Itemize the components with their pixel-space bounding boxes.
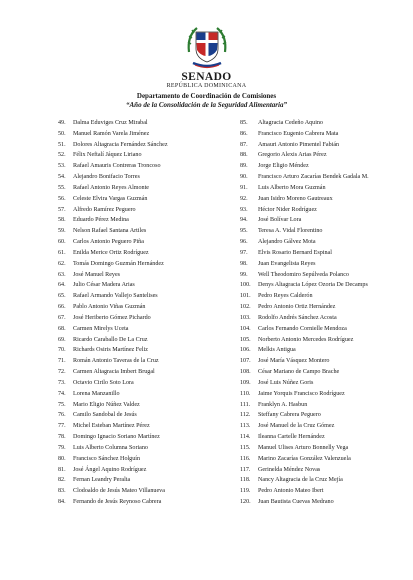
- list-item: [240, 335, 410, 346]
- item-name: Carmen Altagracia Imbert Brugal: [73, 369, 155, 376]
- item-name: Francisco Sánchez Holguín: [73, 455, 141, 462]
- item-name: Juan Evangelista Reyes: [258, 260, 316, 267]
- item-number: 104.: [240, 325, 251, 332]
- list-item: [58, 367, 238, 378]
- item-number: 107.: [240, 358, 251, 365]
- item-number: 92.: [240, 195, 248, 202]
- list-item: [58, 280, 238, 291]
- item-number: 63.: [58, 271, 66, 278]
- list-item: [240, 486, 410, 497]
- item-number: 71.: [58, 358, 66, 365]
- list-item: [240, 443, 410, 454]
- item-name: José Luis Núñez Goris: [258, 379, 314, 386]
- list-item: [240, 475, 410, 486]
- item-number: 111.: [240, 401, 251, 408]
- item-number: 102.: [240, 304, 251, 311]
- list-item: [58, 226, 238, 237]
- item-name: Clodoaldo de Jesús Mateo Villanueva: [73, 488, 165, 495]
- list-item: [58, 345, 238, 356]
- item-name: Rafael Antonio Reyes Almonte: [73, 184, 149, 191]
- item-number: 76.: [58, 412, 66, 419]
- list-item: [58, 400, 238, 411]
- item-number: 65.: [58, 293, 66, 300]
- item-name: José Ángel Aquino Rodríguez: [73, 466, 147, 473]
- item-number: 69.: [58, 336, 66, 343]
- item-name: Félix Neftalí Jáquez Liriano: [73, 152, 142, 159]
- list-item: [240, 270, 410, 281]
- item-name: Well Theodomiro Sepúlveda Polanco: [258, 271, 349, 278]
- list-item: [240, 161, 410, 172]
- list-item: [240, 118, 410, 129]
- item-number: 49.: [58, 120, 66, 126]
- item-name: Octavio Cirilo Soto Lora: [73, 379, 134, 386]
- list-item: [240, 140, 410, 151]
- list-item: [240, 421, 410, 432]
- item-name: Jaime Yorquis Francisco Rodríguez: [258, 390, 345, 397]
- item-name: Denys Altagracia López Ozoria De Decamps: [258, 282, 368, 289]
- item-number: 70.: [58, 347, 66, 354]
- item-number: 91.: [240, 184, 248, 191]
- list-item: [58, 172, 238, 183]
- item-number: 112.: [240, 412, 251, 419]
- item-number: 73.: [58, 379, 66, 386]
- list-item: [240, 432, 410, 443]
- item-name: Luis Alberto Columna Soriano: [73, 444, 148, 451]
- item-name: Melkis Antigua: [258, 347, 296, 354]
- item-number: 67.: [58, 314, 66, 321]
- list-item: [58, 356, 238, 367]
- item-number: 80.: [58, 455, 66, 462]
- item-name: Pedro Antonio Ortiz Hernández: [258, 304, 336, 311]
- item-number: 96.: [240, 239, 248, 246]
- list-item: [240, 324, 410, 335]
- list-item: [240, 183, 410, 194]
- list-item: [58, 378, 238, 389]
- item-name: Elvis Rosario Bernard Espinal: [258, 249, 332, 256]
- item-name: Luis Alberto Mora Guzmán: [258, 184, 326, 191]
- list-item: [58, 205, 238, 216]
- list-item: [58, 410, 238, 421]
- list-item: [58, 475, 238, 486]
- list-item: [240, 280, 410, 291]
- item-name: Enilda Merice Ortiz Rodríguez: [73, 249, 149, 256]
- right-column: [240, 118, 410, 508]
- list-item: [58, 313, 238, 324]
- item-number: 87.: [240, 141, 248, 148]
- item-number: 78.: [58, 434, 66, 441]
- item-number: 103.: [240, 314, 251, 321]
- item-number: 58.: [58, 217, 66, 224]
- list-item: [240, 150, 410, 161]
- item-name: Mario Eligio Núñez Valdez: [73, 401, 140, 408]
- list-item: [240, 248, 410, 259]
- item-number: 109.: [240, 379, 251, 386]
- item-number: 114.: [240, 434, 251, 441]
- item-name: Lorena Manzanillo: [73, 390, 120, 397]
- list-item: [240, 237, 410, 248]
- list-item: [240, 378, 410, 389]
- item-name: Ricardo Caraballo De La Cruz: [73, 336, 148, 343]
- item-number: 68.: [58, 325, 66, 332]
- item-name: Juan Bautista Cuevas Medrano: [258, 498, 334, 505]
- item-number: 64.: [58, 282, 66, 289]
- item-number: 77.: [58, 423, 66, 430]
- item-number: 94.: [240, 217, 248, 224]
- list-item: [240, 410, 410, 421]
- list-item: [58, 497, 238, 508]
- list-item: [58, 237, 238, 248]
- item-name: José María Vásquez Montero: [258, 358, 330, 365]
- item-name: Dalma Eduviges Cruz Mirabal: [73, 120, 148, 126]
- item-number: 98.: [240, 260, 248, 267]
- item-number: 93.: [240, 206, 248, 213]
- item-name: Julio César Madera Arias: [73, 282, 135, 289]
- item-number: 110.: [240, 390, 251, 397]
- item-number: 89.: [240, 163, 248, 170]
- left-column: [58, 118, 238, 508]
- item-number: 86.: [240, 130, 248, 137]
- item-name: César Mariano de Campo Brache: [258, 369, 340, 376]
- logo-text: SENADO: [181, 71, 232, 83]
- item-name: Carlos Antonio Peguero Piña: [73, 239, 144, 246]
- item-number: 95.: [240, 228, 248, 235]
- year-motto: “Año de la Consolidación de la Seguridad Alimentaria”: [126, 100, 287, 109]
- item-number: 74.: [58, 390, 66, 397]
- list-item: [240, 400, 410, 411]
- item-name: Amauri Antonio Pimentel Fabián: [258, 141, 340, 148]
- item-number: 113.: [240, 423, 251, 430]
- item-name: Altagracia Cedeño Aquino: [258, 120, 323, 126]
- item-number: 100.: [240, 282, 251, 289]
- list-item: [58, 248, 238, 259]
- list-item: [58, 215, 238, 226]
- item-name: Pedro Antonio Mateo Ibert: [258, 488, 324, 495]
- item-name: Alfredo Ramírez Peguero: [73, 206, 136, 213]
- list-item: [240, 389, 410, 400]
- item-name: Carlos Fernando Cornielle Mendoza: [258, 325, 347, 332]
- item-name: Rodolfo Andrés Sánchez Acosta: [258, 314, 337, 321]
- item-number: 83.: [58, 488, 66, 495]
- item-name: Carmen Mirelys Uceta: [73, 325, 129, 332]
- item-name: José Manuel Reyes: [73, 271, 121, 278]
- list-item: [240, 356, 410, 367]
- item-number: 119.: [240, 488, 251, 495]
- item-name: Richards Osiris Martínez Feliz: [73, 347, 148, 354]
- item-name: Gregorio Alexis Arias Pérez: [258, 152, 327, 159]
- item-name: José Bolívar Lora: [258, 217, 302, 224]
- list-item: [58, 454, 238, 465]
- item-name: Nancy Altagracia de la Cruz Mejía: [258, 477, 343, 484]
- list-item: [58, 324, 238, 335]
- item-name: Norberto Antonio Mercedes Rodríguez: [258, 336, 354, 343]
- item-number: 88.: [240, 152, 248, 159]
- item-name: Manuel Ulises Arturo Bonnelly Vega: [258, 444, 349, 451]
- list-item: [240, 454, 410, 465]
- item-name: Francisco Eugenio Cabrera Mata: [258, 130, 339, 137]
- list-item: [240, 367, 410, 378]
- list-item: [240, 497, 410, 508]
- item-number: 106.: [240, 347, 251, 354]
- item-number: 66.: [58, 304, 66, 311]
- list-item: [58, 335, 238, 346]
- document-header: [0, 22, 413, 109]
- item-name: Steffany Cabrera Peguero: [258, 412, 321, 419]
- list-item: [58, 421, 238, 432]
- item-number: 57.: [58, 206, 66, 213]
- list-item: [240, 302, 410, 313]
- item-number: 116.: [240, 455, 251, 462]
- item-name: Camilo Sandobal de Jesús: [73, 412, 137, 419]
- item-number: 117.: [240, 466, 251, 473]
- item-number: 79.: [58, 444, 66, 451]
- list-item: [58, 140, 238, 151]
- item-name: Francisco Arturo Zacarías Bendek Gadala M.: [258, 174, 369, 181]
- country-name: REPÚBLICA DOMINICANA: [166, 83, 247, 89]
- item-number: 84.: [58, 498, 66, 505]
- item-number: 75.: [58, 401, 66, 408]
- list-item: [58, 161, 238, 172]
- item-number: 72.: [58, 369, 66, 376]
- list-item: [58, 270, 238, 281]
- item-number: 50.: [58, 130, 66, 137]
- item-name: Fernando de Jesús Reynoso Cabrera: [73, 498, 162, 505]
- item-name: Domingo Ignacio Soriano Martínez: [73, 434, 160, 441]
- item-name: Nelson Rafael Santana Artiles: [73, 228, 147, 235]
- list-item: [240, 194, 410, 205]
- senate-seal-icon: [183, 22, 231, 70]
- item-name: Pedro Reyes Calderón: [258, 293, 313, 300]
- list-item: [58, 443, 238, 454]
- list-item: [58, 432, 238, 443]
- item-number: 56.: [58, 195, 66, 202]
- item-number: 120.: [240, 498, 251, 505]
- list-item: [240, 291, 410, 302]
- item-number: 54.: [58, 174, 66, 181]
- item-number: 90.: [240, 174, 248, 181]
- item-name: Román Antonio Taveras de la Cruz: [73, 358, 159, 365]
- item-name: Héctor Nider Rodríguez: [258, 206, 317, 213]
- item-number: 108.: [240, 369, 251, 376]
- item-name: Dolores Altagracia Fernández Sánchez: [73, 141, 168, 148]
- list-item: [240, 226, 410, 237]
- list-item: [240, 259, 410, 270]
- list-item: [58, 259, 238, 270]
- item-name: Pablo Antonio Viñas Guzmán: [73, 304, 146, 311]
- list-item: [240, 215, 410, 226]
- list-item: [58, 150, 238, 161]
- item-number: 59.: [58, 228, 66, 235]
- list-item: [58, 194, 238, 205]
- item-name: Michel Esteban Martínez Pérez: [73, 423, 150, 430]
- list-item: [58, 465, 238, 476]
- item-number: 99.: [240, 271, 248, 278]
- department-title: Departamento de Coordinación de Comisiones: [136, 92, 277, 100]
- item-number: 53.: [58, 163, 66, 170]
- list-item: [240, 465, 410, 476]
- item-number: 118.: [240, 477, 251, 484]
- list-item: [58, 389, 238, 400]
- item-name: José Heriberto Gómez Pichardo: [73, 314, 151, 321]
- item-name: Manuel Ramón Varela Jiménez: [73, 130, 150, 137]
- item-name: José Manuel de la Cruz Gómez: [258, 423, 335, 430]
- item-number: 115.: [240, 444, 251, 451]
- list-item: [240, 172, 410, 183]
- item-name: Rafael Amauris Contreras Troncoso: [73, 163, 161, 170]
- item-name: Alejandro Bonifacio Torres: [73, 174, 140, 181]
- item-name: Gerinelda Méndez Novas: [258, 466, 321, 473]
- item-name: Rafael Armando Vallejo Santelises: [73, 293, 158, 300]
- item-number: 51.: [58, 141, 66, 148]
- item-name: Celeste Elvira Vargas Guzmán: [73, 195, 148, 202]
- list-item: [58, 291, 238, 302]
- item-number: 82.: [58, 477, 66, 484]
- list-item: [240, 313, 410, 324]
- item-name: Franklyn A. Hasbun: [258, 401, 308, 408]
- item-number: 60.: [58, 239, 66, 246]
- item-number: 61.: [58, 249, 66, 256]
- item-number: 105.: [240, 336, 251, 343]
- list-item: [58, 486, 238, 497]
- item-number: 97.: [240, 249, 248, 256]
- item-number: 81.: [58, 466, 66, 473]
- list-item: [240, 345, 410, 356]
- item-name: Jorge Eligio Méndez: [258, 163, 309, 170]
- item-name: Marino Zacarías González Valenzuela: [258, 455, 351, 462]
- list-item: [240, 205, 410, 216]
- item-name: Tomás Domingo Guzmán Hernández: [73, 260, 164, 267]
- item-name: Alejandro Gálvez Mota: [258, 239, 316, 246]
- item-name: Ileanna Cartelle Hernández: [258, 434, 325, 441]
- list-item: [58, 302, 238, 313]
- item-number: 85.: [240, 120, 248, 126]
- item-name: Fernan Leandry Peralta: [73, 477, 131, 484]
- item-name: Juan Isidro Moreno Gautreaux: [258, 195, 333, 202]
- list-item: [58, 129, 238, 140]
- item-name: Eduardo Pérez Medina: [73, 217, 129, 224]
- item-number: 52.: [58, 152, 66, 159]
- item-number: 101.: [240, 293, 251, 300]
- item-number: 55.: [58, 184, 66, 191]
- item-number: 62.: [58, 260, 66, 267]
- list-item: [58, 118, 238, 129]
- list-item: [240, 129, 410, 140]
- list-item: [58, 183, 238, 194]
- item-name: Teresa A. Vidal Florentino: [258, 228, 323, 235]
